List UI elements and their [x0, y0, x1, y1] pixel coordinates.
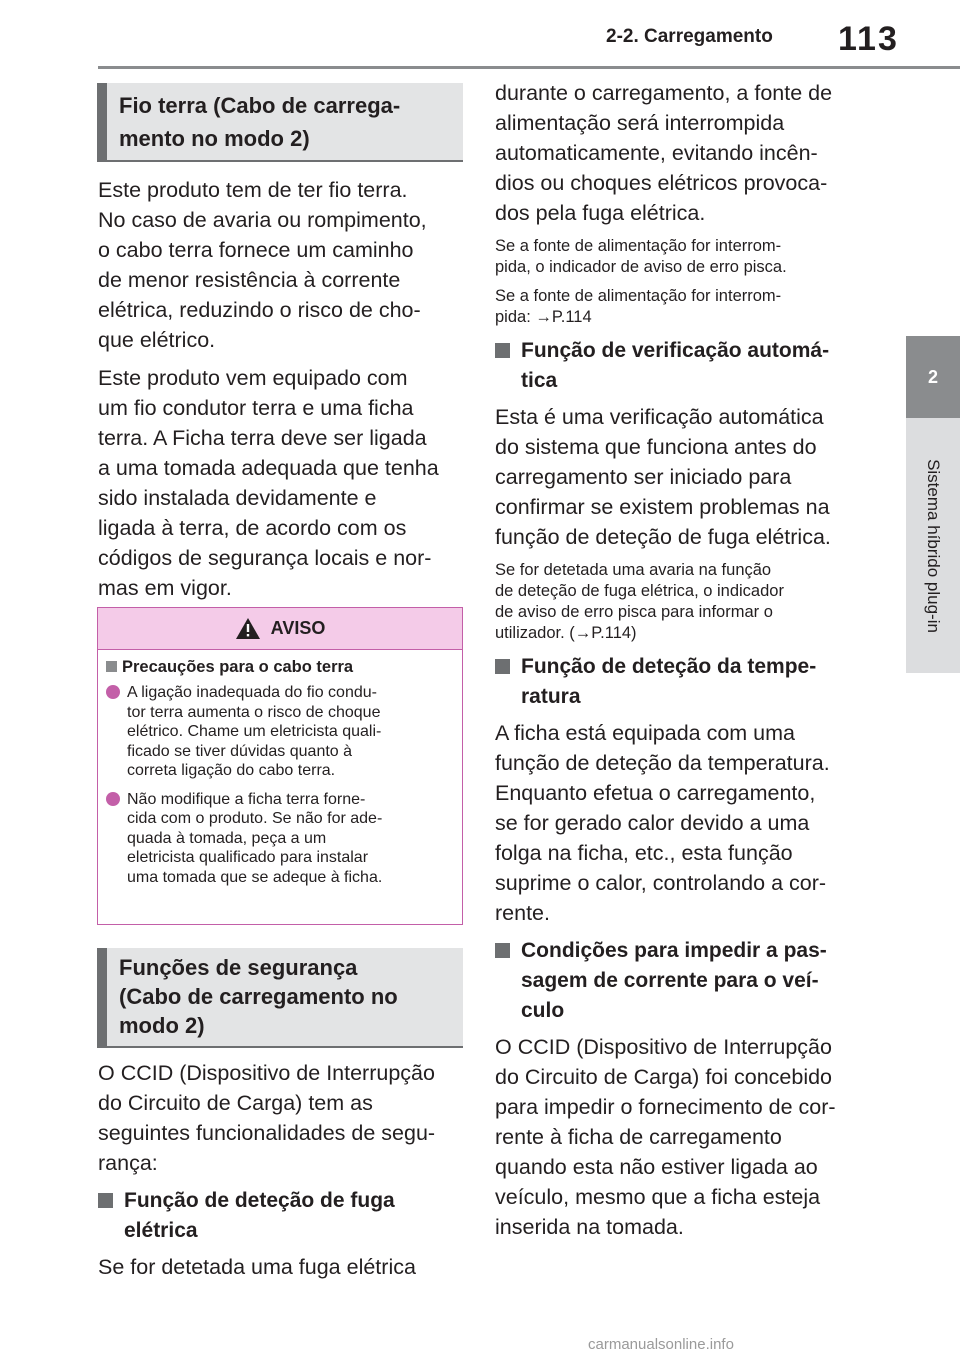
chapter-tab-number: 2 — [906, 336, 960, 418]
square-bullet-icon — [495, 943, 510, 958]
round-bullet-icon — [106, 685, 120, 699]
text-line: quando esta não estiver ligada ao — [495, 1155, 818, 1179]
text-line: Condições para impedir a pas- — [521, 939, 827, 962]
text-line: rança: — [98, 1151, 158, 1175]
text-line: confirmar se existem problemas na — [495, 495, 830, 519]
paragraph — [98, 1252, 468, 1282]
text-line: A ficha está equipada com uma — [495, 721, 795, 745]
text-line: O CCID (Dispositivo de Interrupção — [495, 1035, 832, 1059]
text-line: A ligação inadequada do fio condu- — [127, 684, 377, 701]
text-line: Enquanto efetua o carregamento, — [495, 781, 816, 805]
text-line: códigos de segurança locais e nor- — [98, 546, 432, 570]
text-line: mas em vigor. — [98, 576, 232, 600]
chapter-tab — [906, 418, 960, 673]
text-line: do Circuito de Carga) tem as — [98, 1091, 373, 1115]
warning-item — [106, 790, 452, 888]
round-bullet-icon — [106, 792, 120, 806]
page-number: 113 — [838, 20, 899, 58]
warning-subheading — [106, 656, 452, 678]
paragraph — [98, 363, 468, 603]
text-line: inserida na tomada. — [495, 1215, 684, 1239]
warning-body — [98, 650, 462, 887]
text-line: função de deteção da temperatura. — [495, 751, 830, 775]
text-line: Este produto vem equipado com — [98, 366, 408, 390]
text-line: Função de deteção da tempe- — [521, 655, 817, 678]
text-line: Se a fonte de alimentação for interrom- — [495, 287, 782, 305]
text-line: se for gerado calor devido a uma — [495, 811, 810, 835]
text-line: sido instalada devidamente e — [98, 486, 377, 510]
text-line: de deteção de fuga elétrica, o indicador — [495, 582, 784, 600]
text-line: veículo, mesmo que a ficha esteja — [495, 1185, 821, 1209]
subheading-current-block-conditions — [495, 936, 865, 1026]
text-line: elétrica — [124, 1219, 198, 1242]
paragraph — [495, 78, 865, 228]
text-line: suprime o calor, controlando a cor- — [495, 871, 827, 895]
text-line: pida, o indicador de aviso de erro pisca. — [495, 258, 787, 276]
text-line: do Circuito de Carga) foi concebido — [495, 1065, 833, 1089]
left-text-block-1 — [98, 175, 468, 611]
text-line: automaticamente, evitando incên- — [495, 141, 818, 165]
watermark: carmanualsonline.info — [588, 1336, 734, 1353]
text-line: dios ou choques elétricos provoca- — [495, 171, 828, 195]
text-line: um fio condutor terra e uma ficha — [98, 396, 414, 420]
text-line: a uma tomada adequada que tenha — [98, 456, 439, 480]
heading-line: modo 2) — [119, 1013, 205, 1038]
section-heading-ground-wire — [97, 83, 463, 162]
warning-title: AVISO — [270, 618, 326, 638]
section-heading-safety-functions — [97, 948, 463, 1048]
text-line: quada à tomada, peça a um — [127, 829, 327, 847]
paragraph — [495, 1032, 865, 1242]
text-line: carregamento ser iniciado para — [495, 465, 792, 489]
text-line: função de deteção de fuga elétrica. — [495, 525, 831, 549]
text-line: durante o carregamento, a fonte de — [495, 81, 833, 105]
text-line: No caso de avaria ou rompimento, — [98, 208, 427, 232]
chapter-tab-label: Sistema híbrido plug-in — [924, 458, 943, 633]
text-line: seguintes funcionalidades de segu- — [98, 1121, 436, 1145]
warning-triangle-icon — [235, 617, 261, 640]
paragraph — [98, 175, 468, 355]
text-line: Se a fonte de alimentação for interrom- — [495, 237, 782, 255]
text-line: folga na ficha, etc., esta função — [495, 841, 793, 865]
text-line: ratura — [521, 685, 581, 708]
paragraph — [495, 718, 865, 928]
paragraph — [495, 402, 865, 552]
text-line: dos pela fuga elétrica. — [495, 201, 706, 225]
text-line: Função de deteção de fuga — [124, 1189, 395, 1212]
warning-item — [106, 683, 452, 781]
text-line: alimentação será interrompida — [495, 111, 785, 135]
subheading-self-check — [495, 336, 865, 396]
text-line: eletricista qualificado para instalar — [127, 849, 369, 866]
text-line: pida: →P.114 — [495, 308, 592, 326]
text-line: elétrica, reduzindo o risco de cho- — [98, 298, 421, 322]
text-line: rente. — [495, 901, 550, 925]
left-text-block-2 — [98, 1058, 468, 1290]
text-line: ficado se tiver dúvidas quanto à — [127, 742, 353, 760]
text-line: O CCID (Dispositivo de Interrupção — [98, 1061, 435, 1085]
heading-line: Funções de segurança — [119, 955, 358, 980]
right-text-block — [495, 78, 865, 1250]
section-title: 2-2. Carregamento — [606, 26, 773, 47]
text-line: tor terra aumenta o risco de choque — [127, 703, 381, 721]
text-line: terra. A Ficha terra deve ser ligada — [98, 426, 427, 450]
paragraph — [98, 1058, 468, 1178]
text-line: correta ligação do cabo terra. — [127, 762, 336, 779]
text-line: elétrico. Chame um eletricista quali- — [127, 723, 382, 740]
text-line: sagem de corrente para o veí- — [521, 969, 819, 992]
heading-line: mento no modo 2) — [119, 126, 310, 151]
warning-header — [98, 608, 462, 650]
text-line: de menor resistência à corrente — [98, 268, 401, 292]
note — [495, 560, 865, 644]
text-line: cida com o produto. Se não for ade- — [127, 810, 383, 827]
text-line: ligada à terra, de acordo com os — [98, 516, 407, 540]
heading-line: (Cabo de carregamento no — [119, 984, 398, 1009]
warning-box — [97, 607, 463, 925]
note — [495, 286, 865, 328]
header-divider — [98, 66, 960, 69]
text-line: Função de verificação automá- — [521, 339, 830, 362]
square-bullet-icon — [106, 661, 117, 672]
text-line: utilizador. (→P.114) — [495, 624, 637, 642]
text-line: o cabo terra fornece um caminho — [98, 238, 414, 262]
text-line: Não modifique a ficha terra forne- — [127, 790, 366, 808]
text-line: rente à ficha de carregamento — [495, 1125, 782, 1149]
text-line: tica — [521, 369, 558, 392]
text-line: Se for detetada uma avaria na função — [495, 561, 772, 579]
text-line: do sistema que funciona antes do — [495, 435, 817, 459]
square-bullet-icon — [495, 659, 510, 674]
subheading-leak-detection — [98, 1186, 468, 1246]
text-line: Esta é uma verificação automática — [495, 405, 824, 429]
text-line: uma tomada que se adeque à ficha. — [127, 868, 383, 886]
text-line: que elétrico. — [98, 328, 216, 352]
text-line: de aviso de erro pisca para informar o — [495, 603, 773, 621]
text-line: Se for detetada uma fuga elétrica — [98, 1255, 416, 1279]
square-bullet-icon — [98, 1193, 113, 1208]
square-bullet-icon — [495, 343, 510, 358]
note — [495, 236, 865, 278]
text-line: culo — [521, 999, 565, 1022]
text-line: Este produto tem de ter fio terra. — [98, 178, 408, 202]
warning-subheading-text: Precauções para o cabo terra — [122, 658, 354, 676]
heading-line: Fio terra (Cabo de carrega- — [119, 93, 401, 118]
subheading-temperature-detection — [495, 652, 865, 712]
text-line: para impedir o fornecimento de cor- — [495, 1095, 836, 1119]
